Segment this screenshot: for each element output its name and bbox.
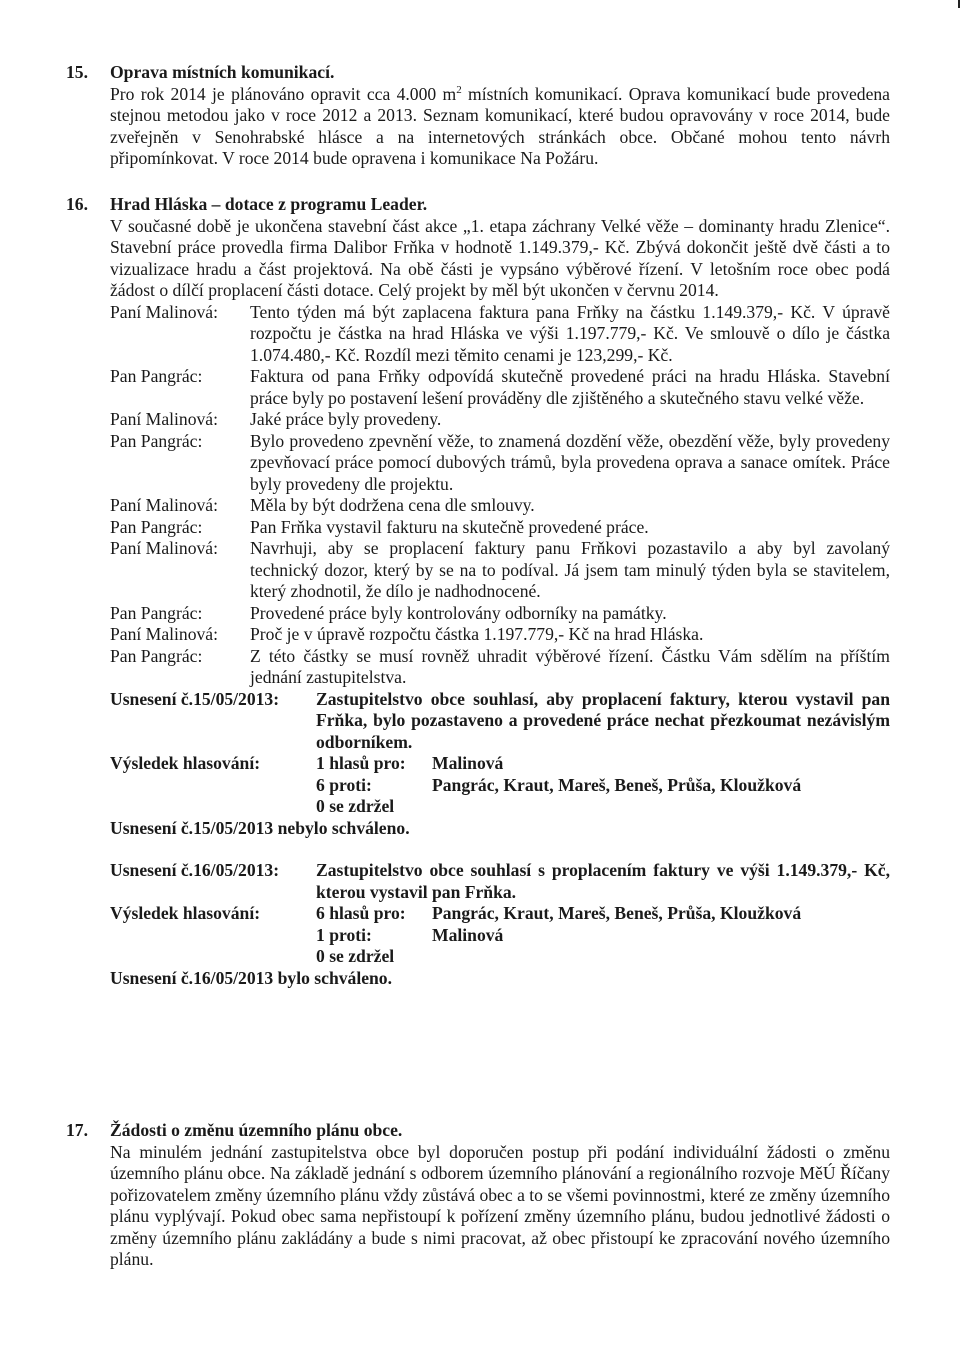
resolution-label: Usnesení č.15/05/2013: (110, 688, 280, 709)
superscript-exponent: 2 (456, 83, 462, 96)
dialog-entry (110, 302, 890, 367)
paragraph-text-start: Pro rok 2014 je plánováno opravit cca 4.000 m (110, 83, 457, 104)
speaker-text: Z této částky se musí rovněž uhradit výběrové řízení. Částku Vám sdělím na příštím jednání zastupitelstva. (250, 645, 890, 687)
resolution-label: Usnesení č.16/05/2013: (110, 860, 280, 880)
speaker-text: Proč je v úpravě rozpočtu částka 1.197.779,- Kč na hrad Hláska. (250, 624, 704, 644)
speaker-text: Tento týden má být zaplacena faktura pana Frňky na částku 1.149.379,- Kč. V úpravě rozpočtu je částka na hrad Hláska ve výši 1.197.779,- Kč. Ve smlouvě o dílo je částka 1.074.480,- Kč. Rozdíl mezi těmito cenami je 123,299,- Kč. (250, 301, 890, 365)
section-number: 17. (66, 1120, 88, 1140)
speaker-text: Jaké práce byly provedeny. (250, 409, 442, 429)
speaker-name: Pan Pangrác: (110, 645, 203, 666)
vote-row (110, 946, 890, 968)
vote-names: Malinová (432, 924, 504, 945)
resolution-result: Usnesení č.15/05/2013 nebylo schváleno. (110, 817, 410, 838)
section-paragraph (110, 84, 890, 170)
speaker-name: Pan Pangrác: (110, 366, 203, 386)
paragraph-text-end: místních komunikací. Oprava komunikací bude provedena stejnou metodou jako v roce 2012 a 2013. Seznam komunikací, které budou opravovány v roce 2014, bude zveřejněn v Senohrabské hlásce a na internetových stránkách obce. Občané mohou tento návrh připomínkovat. V roce 2014 bude opravena i komunikace Na Požáru. (110, 83, 890, 168)
dialog-entry (110, 646, 890, 689)
speaker-text: Bylo provedeno zpevnění věže, to znamená dozdění věže, obezdění věže, byly provedeny zpevňovací práce pomocí dubových trámů, byla provedena oprava a sanace omítek. Práce byly provedeny dle projektu. (250, 430, 890, 494)
dialog-entry (110, 409, 890, 431)
vote-label: Výsledek hlasování: (110, 753, 261, 773)
resolution-16 (110, 860, 890, 903)
vote-names (394, 796, 890, 818)
speaker-name: Pan Pangrác: (110, 516, 203, 537)
dialog-entry (110, 624, 890, 646)
section-title: Oprava místních komunikací. (110, 62, 335, 82)
speaker-name: Paní Malinová: (110, 538, 218, 558)
section-body (110, 1120, 890, 1271)
dialog-entry (110, 538, 890, 603)
section-body (110, 62, 890, 170)
section-title: Žádosti o změnu územního plánu obce. (110, 1120, 403, 1140)
speaker-name: Pan Pangrác: (110, 430, 203, 451)
resolution-15 (110, 689, 890, 754)
speaker-name: Paní Malinová: (110, 301, 218, 322)
speaker-text: Faktura od pana Frňky odpovídá skutečně provedené práci na hradu Hláska. Stavební práce byly po postavení lešení prováděny dle zjištěného a skutečného stavu velké věže. (250, 366, 890, 408)
vote-count: 6 proti: (316, 774, 372, 795)
dialog-entry (110, 366, 890, 409)
resolution-text: Zastupitelstvo obce souhlasí, aby proplacení faktury, kterou vystavil pan Frňka, bylo pozastaveno a provedené práce nechat přezkoumat nezávislým odborníkem. (316, 688, 890, 752)
dialog-entry (110, 603, 890, 625)
section-paragraph: Na minulém jednání zastupitelstva obce byl doporučen postup při podání individuální žádosti o změnu územního plánu obce. Na základě jednání s odborem územního plánování a regionálního rozvoje MěÚ Říčany pořizovatelem změny územního plánu vždy zůstává obec a to se všemi povinnostmi, které ze změny územního plánu vyplývají. Pokud obec sama nepřistoupí k pořízení změny územního plánu, budou jednotlivé žádosti o změny územního plánu zakládány a bude s nimi pracovat, až obec přistoupí ke zpracování nového územního plánu. (110, 1141, 890, 1269)
dialog-entry (110, 495, 890, 517)
vote-row (110, 753, 890, 775)
vote-names: Pangrác, Kraut, Mareš, Beneš, Průša, Kloužková (432, 774, 802, 795)
vote-row (110, 903, 890, 925)
vote-names: Pangrác, Kraut, Mareš, Beneš, Průša, Kloužková (432, 903, 802, 923)
vote-count: 1 hlasů pro: (316, 753, 406, 773)
section-title: Hrad Hláska – dotace z programu Leader. (110, 194, 428, 214)
speaker-name: Paní Malinová: (110, 624, 218, 644)
resolution-text: Zastupitelstvo obce souhlasí s proplacením faktury ve výši 1.149.379,- Kč, kterou vystavil pan Frňka. (316, 860, 890, 902)
vote-count: 0 se zdržel (316, 946, 395, 966)
vote-count: 0 se zdržel (316, 796, 395, 816)
vote-names: Malinová (432, 753, 504, 773)
vote-label: Výsledek hlasování: (110, 903, 261, 923)
resolution-result: Usnesení č.16/05/2013 bylo schváleno. (110, 967, 393, 988)
section-number: 16. (66, 194, 88, 214)
speaker-name: Pan Pangrác: (110, 602, 203, 623)
vote-count: 1 proti: (316, 924, 372, 945)
speaker-text: Provedené práce byly kontrolovány odborníky na památky. (250, 602, 667, 623)
vote-row (110, 796, 890, 818)
section-number: 15. (66, 62, 88, 82)
section-intro: V současné době je ukončena stavební část akce „1. etapa záchrany Velké věže – dominanty hradu Zlenice“. Stavební práce provedla firma Dalibor Frňka v hodnotě 1.149.379,- Kč. Zbývá dokončit ještě dvě části a to vizualizace hradu a část projektová. Na obě části je vypsáno výběrové řízení. V letošním roce obec podá žádost o dílčí proplacení části dotace. Celý projekt by měl být ukončen v červnu 2014. (110, 215, 890, 300)
vote-names (394, 946, 890, 968)
speaker-text: Měla by být dodržena cena dle smlouvy. (250, 495, 535, 515)
speaker-text: Pan Frňka vystavil fakturu na skutečně provedené práce. (250, 516, 649, 537)
speaker-text: Navrhuji, aby se proplacení faktury panu Frňkovi pozastavilo a aby byl zavolaný technický dozor, který by se na to podíval. Já jsem tam minulý týden byla se stavitelem, který zhodnotil, že dílo je nadhodnocené. (250, 538, 890, 601)
dialog-entry (110, 431, 890, 496)
vote-row (110, 775, 890, 797)
dialog-entry (110, 517, 890, 539)
speaker-name: Paní Malinová: (110, 409, 218, 429)
section-body (110, 194, 890, 989)
vote-count: 6 hlasů pro: (316, 903, 406, 923)
vote-row (110, 925, 890, 947)
speaker-name: Paní Malinová: (110, 495, 218, 515)
